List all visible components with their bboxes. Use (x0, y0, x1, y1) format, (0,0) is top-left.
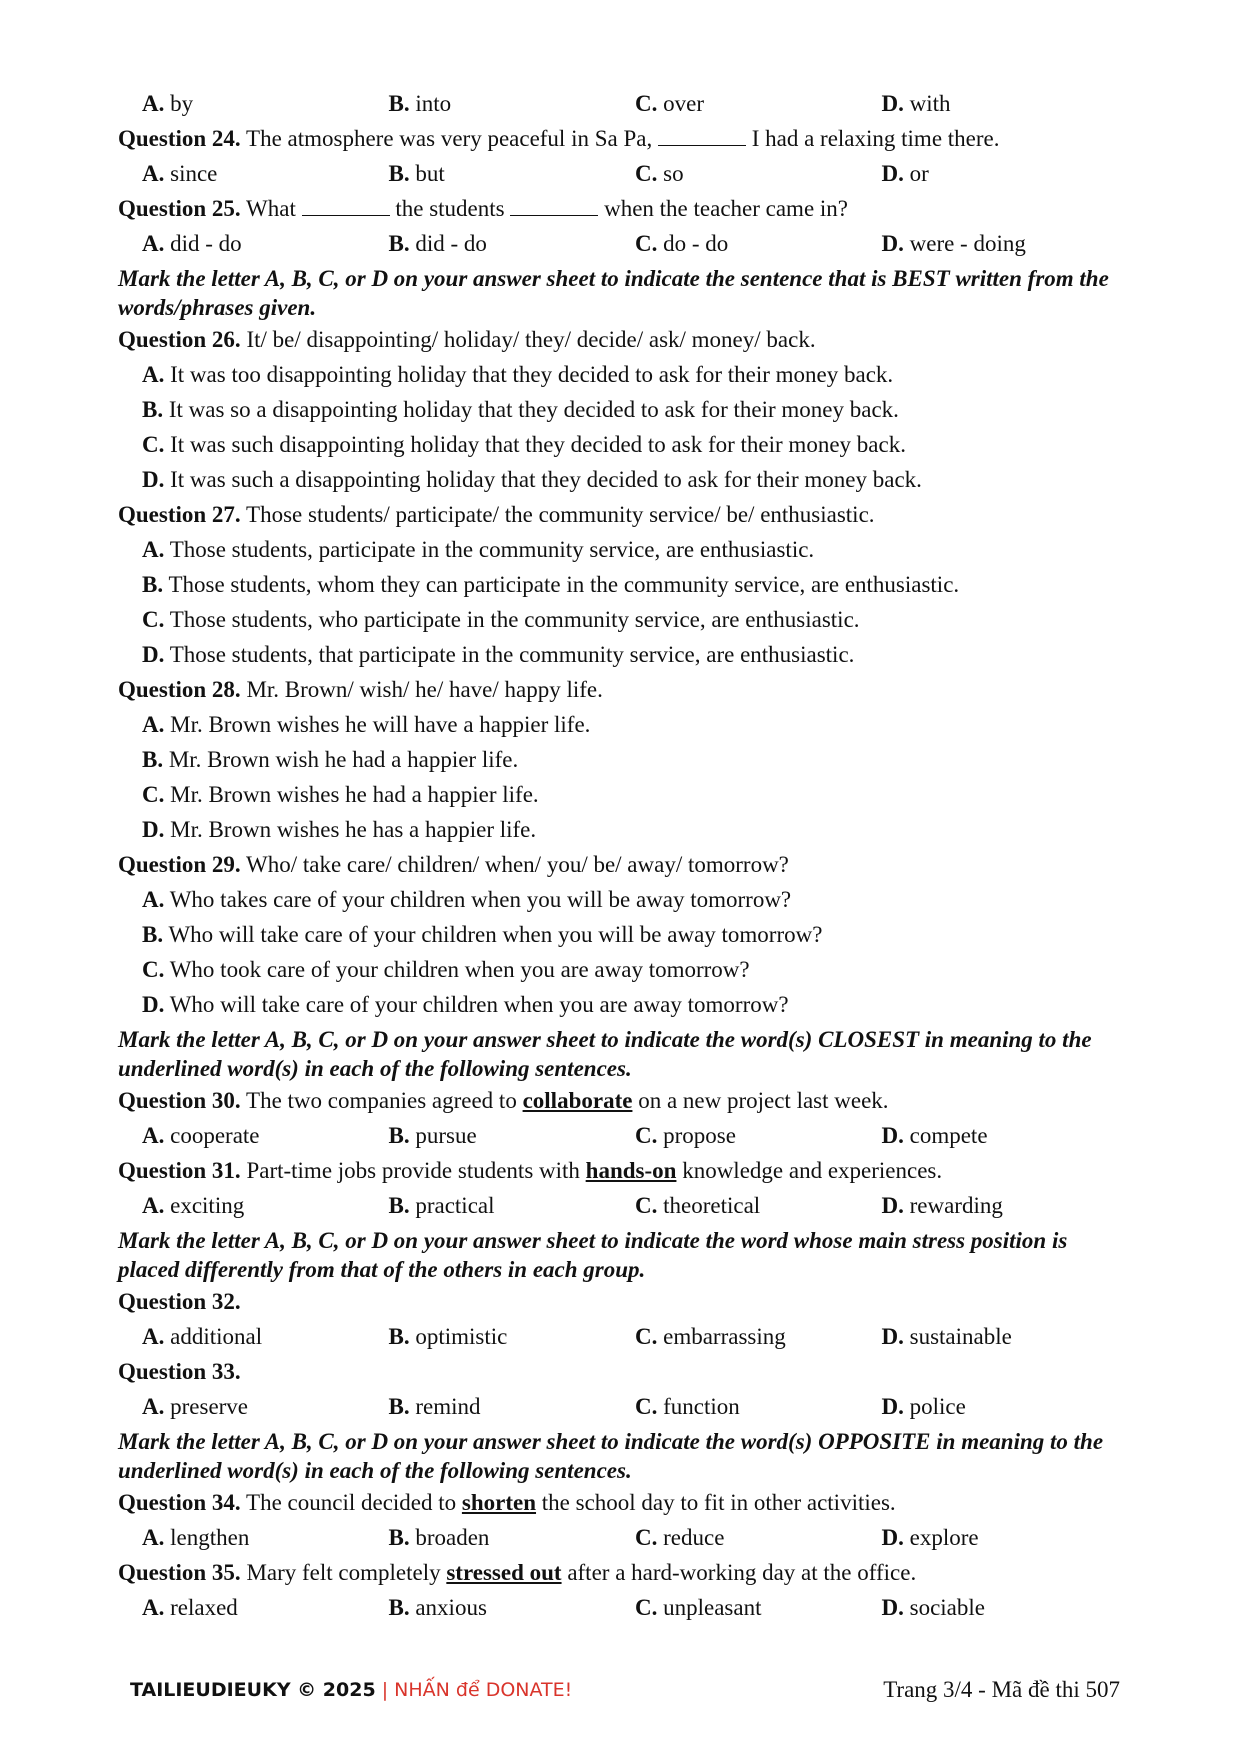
option-d: D. Who will take care of your children when you are away tomorrow? (142, 992, 789, 1017)
option-b: B. Who will take care of your children when you will be away tomorrow? (142, 922, 823, 947)
option-d: D. Those students, that participate in the community service, are enthusiastic. (142, 642, 855, 667)
option-d: D. rewarding (881, 1193, 1003, 1218)
option-b: B. pursue (388, 1123, 477, 1148)
question-32: Question 32. (118, 1289, 241, 1314)
donate-link[interactable]: NHẤN để DONATE! (394, 1679, 573, 1701)
option-b: B. but (388, 161, 445, 186)
exam-page (118, 86, 1128, 1625)
option-b: B. practical (388, 1193, 495, 1218)
page-footer (130, 1672, 1120, 1708)
answer-blank (510, 197, 598, 216)
option-b: B. into (388, 91, 452, 116)
option-a: A. by (142, 91, 194, 116)
option-d: D. explore (881, 1525, 979, 1550)
option-a: A. It was too disappointing holiday that they decided to ask for their money back. (142, 362, 894, 387)
option-a: A. Mr. Brown wishes he will have a happier life. (142, 712, 591, 737)
option-d: D. Mr. Brown wishes he has a happier life. (142, 817, 537, 842)
option-d: D. police (881, 1394, 966, 1419)
option-c: C. Who took care of your children when you are away tomorrow? (142, 957, 750, 982)
option-b: B. anxious (388, 1595, 487, 1620)
option-d: D. with (881, 91, 951, 116)
underlined-word: stressed out (446, 1560, 562, 1585)
option-b: B. broaden (388, 1525, 490, 1550)
question-27: Question 27. Those students/ participate/ the community service/ be/ enthusiastic. (118, 502, 875, 527)
option-c: C. embarrassing (635, 1324, 786, 1349)
option-a: A. since (142, 161, 218, 186)
instruction-stress-position: Mark the letter A, B, C, or D on your answer sheet to indicate the word whose main stress position is placed differently from that of the others in each group. (118, 1228, 1068, 1282)
instruction-closest-meaning: Mark the letter A, B, C, or D on your answer sheet to indicate the word(s) CLOSEST in meaning to the underlined word(s) in each of the following sentences. (118, 1027, 1092, 1081)
question-25: Question 25. What the students when the teacher came in? (118, 196, 849, 221)
option-c: C. Those students, who participate in the community service, are enthusiastic. (142, 607, 860, 632)
option-c: C. do - do (635, 231, 729, 256)
option-b: B. It was so a disappointing holiday that they decided to ask for their money back. (142, 397, 899, 422)
option-d: D. It was such a disappointing holiday that they decided to ask for their money back. (142, 467, 922, 492)
option-b: B. did - do (388, 231, 487, 256)
option-d: D. sustainable (881, 1324, 1012, 1349)
answer-blank (302, 197, 390, 216)
options-row-q34 (118, 1520, 1128, 1555)
option-c: C. so (635, 161, 684, 186)
question-35: Question 35. Mary felt completely stressed out after a hard-working day at the office. (118, 1560, 917, 1585)
question-26: Question 26. It/ be/ disappointing/ holiday/ they/ decide/ ask/ money/ back. (118, 327, 816, 352)
options-row-q24 (118, 156, 1128, 191)
option-d: D. were - doing (881, 231, 1026, 256)
options-row-q35 (118, 1590, 1128, 1625)
option-b: B. Mr. Brown wish he had a happier life. (142, 747, 519, 772)
option-c: C. reduce (635, 1525, 725, 1550)
option-a: A. additional (142, 1324, 263, 1349)
question-34: Question 34. The council decided to shorten the school day to fit in other activities. (118, 1490, 896, 1515)
option-d: D. sociable (881, 1595, 985, 1620)
page-number: Trang 3/4 - Mã đề thi 507 (883, 1677, 1120, 1702)
underlined-word: collaborate (522, 1088, 633, 1113)
options-row-q30 (118, 1118, 1128, 1153)
options-row-q25 (118, 226, 1128, 261)
option-c: C. It was such disappointing holiday that they decided to ask for their money back. (142, 432, 906, 457)
option-a: A. exciting (142, 1193, 245, 1218)
question-29: Question 29. Who/ take care/ children/ when/ you/ be/ away/ tomorrow? (118, 852, 789, 877)
option-b: B. optimistic (388, 1324, 508, 1349)
options-row-q32 (118, 1319, 1128, 1354)
options-row-q31 (118, 1188, 1128, 1223)
option-a: A. relaxed (142, 1595, 238, 1620)
underlined-word: hands-on (585, 1158, 677, 1183)
question-31: Question 31. Part-time jobs provide students with hands-on knowledge and experiences. (118, 1158, 943, 1183)
instruction-opposite-meaning: Mark the letter A, B, C, or D on your answer sheet to indicate the word(s) OPPOSITE in meaning to the underlined word(s) in each of the following sentences. (118, 1429, 1104, 1483)
option-d: D. or (881, 161, 929, 186)
instruction-best-written: Mark the letter A, B, C, or D on your answer sheet to indicate the sentence that is BEST written from the words/phrases given. (118, 266, 1109, 320)
option-c: C. over (635, 91, 704, 116)
footer-brand (130, 1672, 572, 1708)
option-a: A. did - do (142, 231, 242, 256)
footer-separator: | (375, 1679, 395, 1701)
option-b: B. Those students, whom they can participate in the community service, are enthusiastic. (142, 572, 960, 597)
option-d: D. compete (881, 1123, 988, 1148)
option-c: C. function (635, 1394, 740, 1419)
question-33: Question 33. (118, 1359, 241, 1384)
question-28: Question 28. Mr. Brown/ wish/ he/ have/ happy life. (118, 677, 603, 702)
question-30: Question 30. The two companies agreed to collaborate on a new project last week. (118, 1088, 889, 1113)
option-a: A. Who takes care of your children when you will be away tomorrow? (142, 887, 792, 912)
options-row-q23 (118, 86, 1128, 121)
option-a: A. Those students, participate in the community service, are enthusiastic. (142, 537, 815, 562)
option-a: A. preserve (142, 1394, 249, 1419)
option-c: C. unpleasant (635, 1595, 762, 1620)
options-row-q33 (118, 1389, 1128, 1424)
brand-label: TAILIEUDIEUKY © 2025 (130, 1679, 376, 1701)
answer-blank (658, 127, 746, 146)
option-a: A. cooperate (142, 1123, 260, 1148)
option-c: C. Mr. Brown wishes he had a happier life. (142, 782, 539, 807)
option-a: A. lengthen (142, 1525, 250, 1550)
option-b: B. remind (388, 1394, 481, 1419)
question-24: Question 24. The atmosphere was very peaceful in Sa Pa, I had a relaxing time there. (118, 126, 1000, 151)
option-c: C. propose (635, 1123, 736, 1148)
underlined-word: shorten (461, 1490, 537, 1515)
option-c: C. theoretical (635, 1193, 761, 1218)
